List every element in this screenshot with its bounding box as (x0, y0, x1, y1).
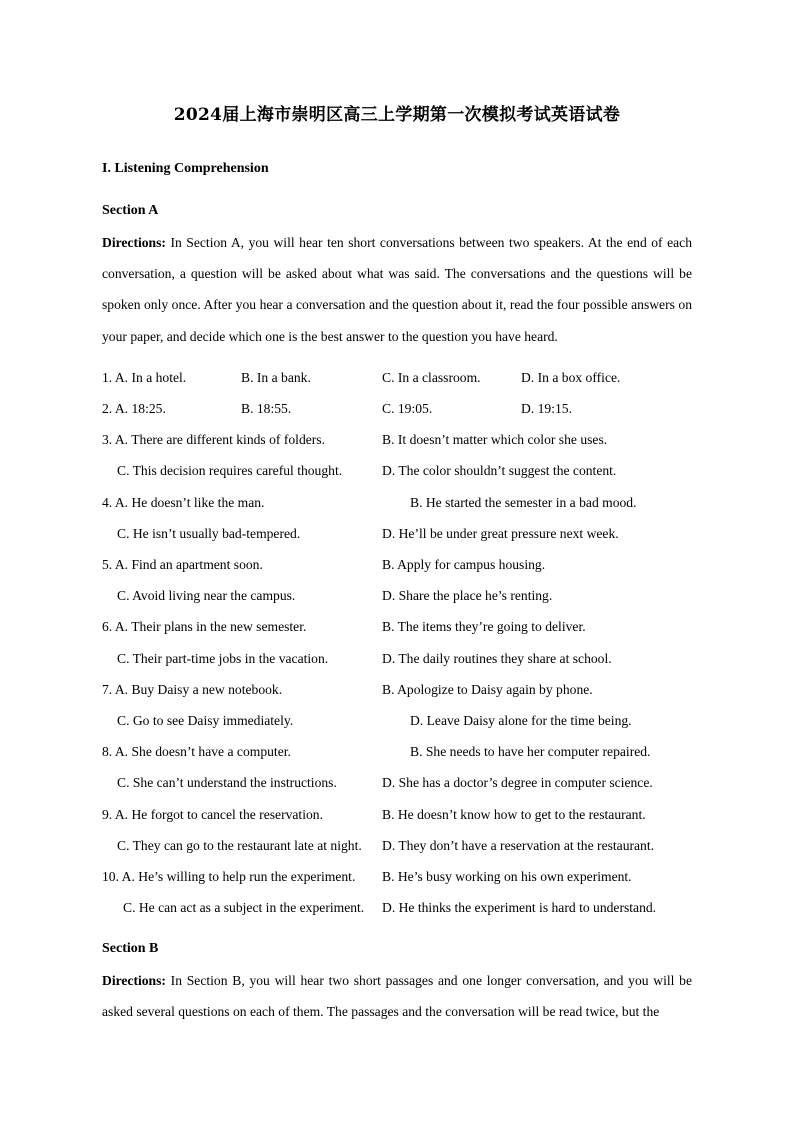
q5-option-a: 5. A. Find an apartment soon. (102, 557, 263, 572)
q5-option-d: D. Share the place he’s renting. (382, 588, 553, 603)
q10-option-c: C. He can act as a subject in the experiment. (123, 900, 365, 915)
q7-option-a: 7. A. Buy Daisy a new notebook. (102, 682, 283, 697)
q10-option-d: D. He thinks the experiment is hard to understand. (382, 900, 657, 915)
q2-option-b: B. 18:55. (241, 401, 292, 416)
q10-option-b: B. He’s busy working on his own experiment. (382, 869, 632, 884)
q3-option-b: B. It doesn’t matter which color she uses. (382, 432, 608, 447)
section-a-directions (102, 227, 692, 352)
q7-option-d: D. Leave Daisy alone for the time being. (410, 713, 632, 728)
q9-option-a: 9. A. He forgot to cancel the reservation. (102, 807, 323, 822)
q9-option-b: B. He doesn’t know how to get to the restaurant. (382, 807, 646, 822)
q8-option-a: 8. A. She doesn’t have a computer. (102, 744, 291, 759)
exam-title: 2024届上海市崇明区高三上学期第一次模拟考试英语试卷 (173, 105, 621, 125)
q2-option-a: 2. A. 18:25. (102, 401, 166, 416)
section-b-directions (102, 965, 692, 1027)
q8-option-c: C. She can’t understand the instructions. (117, 775, 337, 790)
directions-text: In Section A, you will hear ten short conversations between two speakers. At the end of each conversation, a question will be asked about what was said. The conversations and the questions will be spoken only once. After you hear a conversation and the question about it, read the four possible answers on your paper, and decide which one is the best answer to the question you have heard. (102, 235, 692, 344)
q3-option-d: D. The color shouldn’t suggest the content. (382, 463, 617, 478)
q8-option-b: B. She needs to have her computer repaired. (410, 744, 651, 759)
q1-option-a: 1. A. In a hotel. (102, 370, 187, 385)
q4-option-b: B. He started the semester in a bad mood. (410, 495, 637, 510)
q6-option-c: C. Their part-time jobs in the vacation. (117, 651, 329, 666)
part-heading: I. Listening Comprehension (102, 161, 269, 176)
q6-option-a: 6. A. Their plans in the new semester. (102, 619, 307, 634)
directions-label: Directions: (102, 973, 166, 988)
section-b-heading: Section B (102, 941, 159, 956)
q1-option-b: B. In a bank. (241, 370, 311, 385)
directions-text: In Section B, you will hear two short passages and one longer conversation, and you will be asked several questions on each of them. The passages and the conversation will be read twice, but the (102, 973, 692, 1020)
directions-label: Directions: (102, 235, 166, 250)
q1-option-d: D. In a box office. (521, 370, 621, 385)
q4-option-c: C. He isn’t usually bad-tempered. (117, 526, 301, 541)
q9-option-d: D. They don’t have a reservation at the restaurant. (382, 838, 655, 853)
q6-option-d: D. The daily routines they share at school. (382, 651, 612, 666)
q2-option-d: D. 19:15. (521, 401, 572, 416)
q3-option-a: 3. A. There are different kinds of folders. (102, 432, 325, 447)
section-a-heading: Section A (102, 203, 159, 218)
q7-option-b: B. Apologize to Daisy again by phone. (382, 682, 593, 697)
q4-option-a: 4. A. He doesn’t like the man. (102, 495, 265, 510)
q7-option-c: C. Go to see Daisy immediately. (117, 713, 294, 728)
q4-option-d: D. He’ll be under great pressure next week. (382, 526, 619, 541)
q5-option-b: B. Apply for campus housing. (382, 557, 546, 572)
q3-option-c: C. This decision requires careful thought. (117, 463, 343, 478)
q5-option-c: C. Avoid living near the campus. (117, 588, 296, 603)
q9-option-c: C. They can go to the restaurant late at night. (117, 838, 362, 853)
q8-option-d: D. She has a doctor’s degree in computer science. (382, 775, 653, 790)
q10-option-a: 10. A. He’s willing to help run the experiment. (102, 869, 356, 884)
q2-option-c: C. 19:05. (382, 401, 433, 416)
q1-option-c: C. In a classroom. (382, 370, 481, 385)
q6-option-b: B. The items they’re going to deliver. (382, 619, 586, 634)
